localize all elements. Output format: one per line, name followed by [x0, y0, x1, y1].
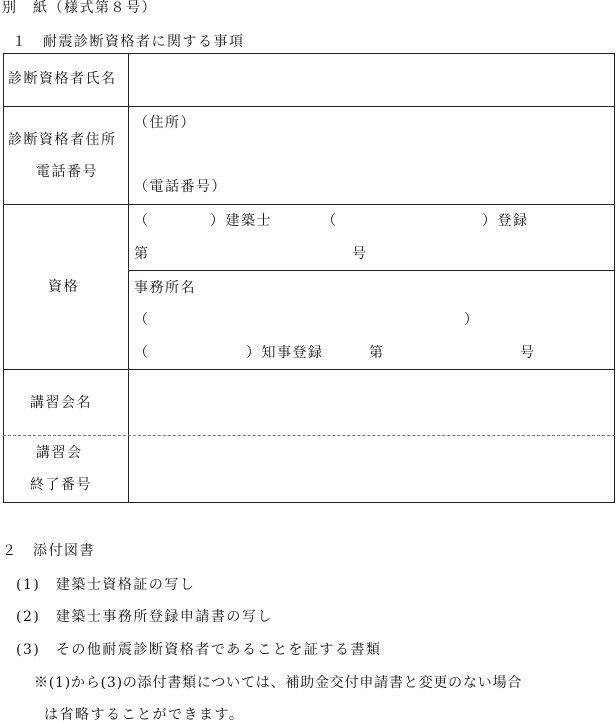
course-completion-number-field[interactable] — [130, 437, 613, 501]
architect-class-label: ）建築士 — [210, 213, 272, 229]
row-divider-dashed — [3, 435, 615, 436]
table-border-top — [3, 53, 615, 54]
governor-registration-label: ）知事登録 — [246, 345, 324, 361]
architect-class-open-paren: （ — [134, 213, 150, 229]
row-divider-qualification-inner — [128, 270, 615, 271]
annex-title: 別 紙（様式第８号） — [2, 0, 157, 16]
governor-registration-number-prefix: 第 — [369, 345, 385, 361]
governor-registration-number-suffix: 号 — [520, 345, 536, 361]
section2-title: ２ 添付図書 — [2, 543, 95, 559]
attachment-note-line2: は省略することができます。 — [44, 707, 245, 723]
office-name-close-paren: ） — [464, 312, 480, 328]
phone-number-label: 電話番号 — [36, 164, 98, 180]
diagnostician-name-label: 診断資格者氏名 — [8, 71, 117, 87]
row-divider-1 — [3, 106, 615, 107]
row-divider-2 — [3, 204, 615, 205]
attachment-item-3: (3) その他耐震診断資格者であることを証する書類 — [16, 642, 382, 658]
office-name-label: 事務所名 — [134, 280, 196, 296]
phone-paren-label: （電話番号） — [134, 179, 227, 195]
course-name-field[interactable] — [130, 371, 613, 434]
course-name-label: 講習会名 — [30, 395, 92, 411]
row-divider-3 — [3, 369, 615, 370]
address-paren-label: （住所） — [134, 115, 196, 131]
governor-registration-open-paren: （ — [134, 345, 150, 361]
registration-open-paren: （ — [322, 213, 338, 229]
section1-title: １ 耐震診断資格者に関する事項 — [12, 34, 245, 50]
course-completion-label-line2: 終了番号 — [30, 477, 92, 493]
qualification-label: 資格 — [48, 279, 79, 295]
table-border-bottom — [3, 502, 615, 503]
registration-number-suffix: 号 — [352, 246, 368, 262]
attachment-item-2: (2) 建築士事務所登録申請書の写し — [16, 609, 273, 625]
diagnostician-name-field[interactable] — [130, 55, 613, 105]
attachment-item-1: (1) 建築士資格証の写し — [16, 577, 196, 593]
registration-number-prefix: 第 — [134, 246, 150, 262]
address-phone-field[interactable] — [130, 108, 613, 203]
course-completion-label-line1: 講習会 — [36, 445, 83, 461]
office-name-open-paren: （ — [134, 312, 150, 328]
attachment-note-line1: ※(1)から(3)の添付書類については、補助金交付申請書と変更のない場合 — [34, 675, 523, 691]
registration-label: ）登録 — [482, 213, 529, 229]
diagnostician-address-label: 診断資格者住所 — [8, 132, 117, 148]
